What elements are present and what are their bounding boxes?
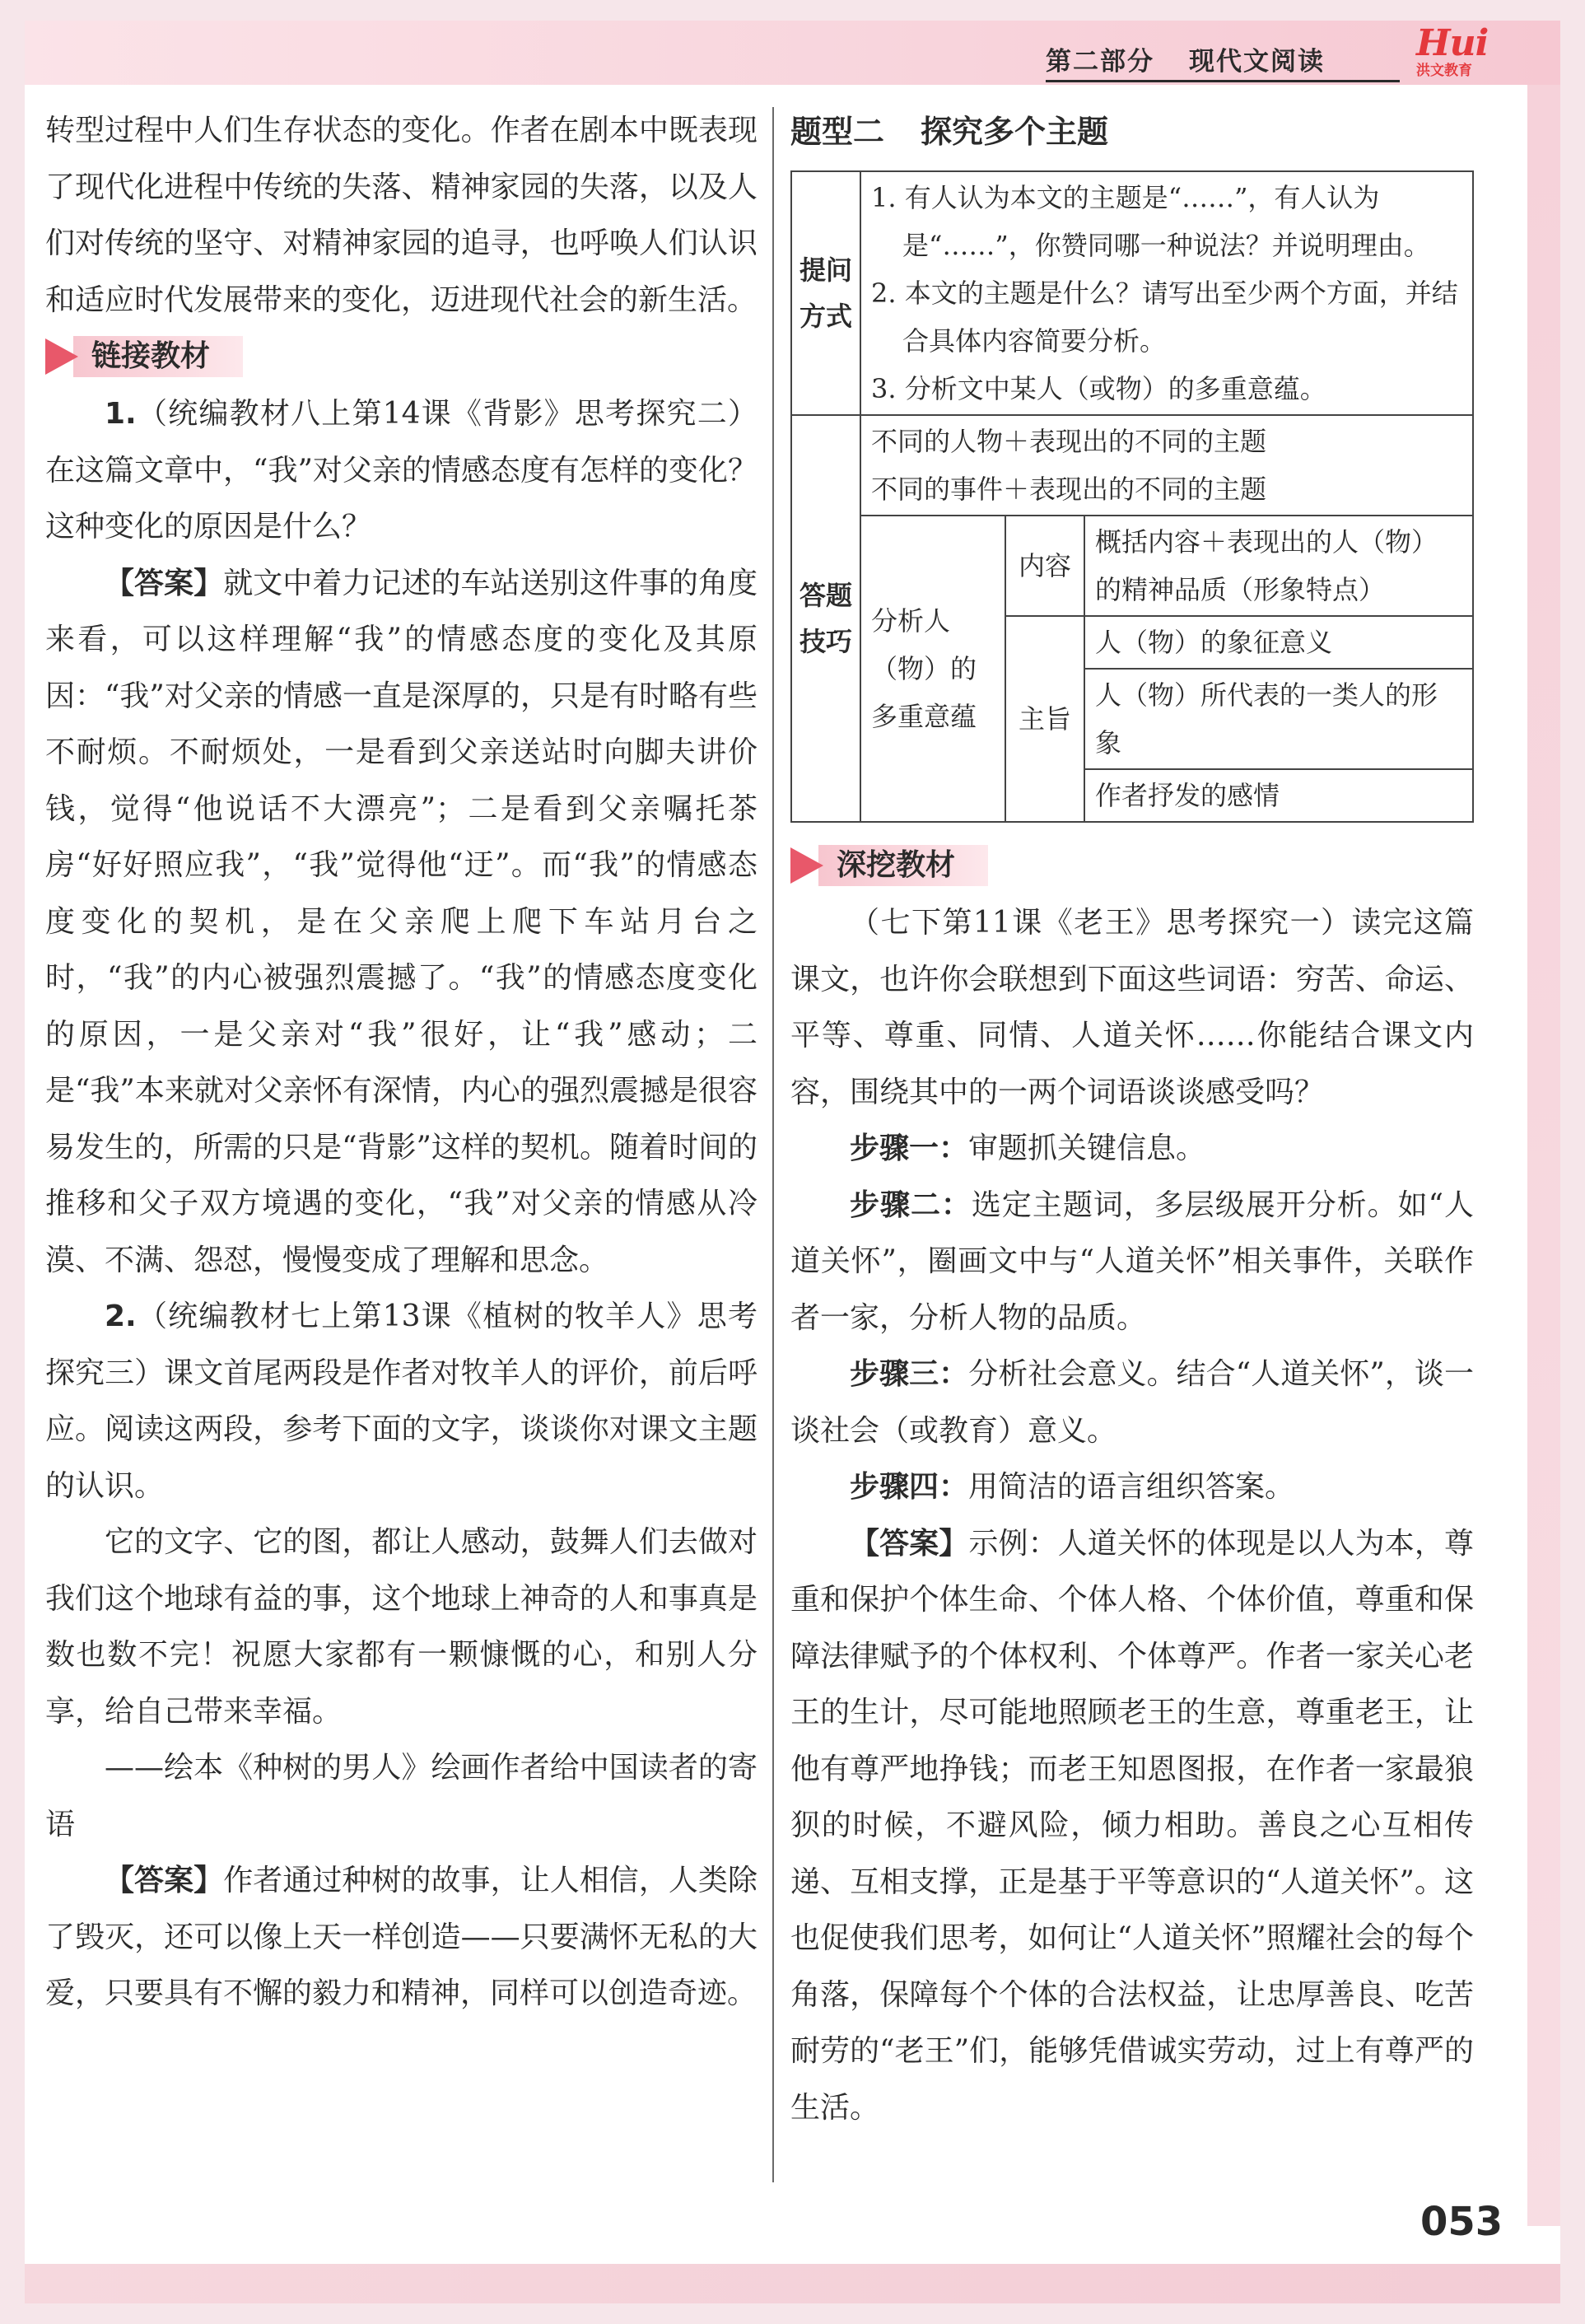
answer-text: 示例：人道关怀的体现是以人为本，尊重和保护个体生命、个体人格、个体价值，尊重和保障法律赋予的个体权利、个体尊严。作者一家关心老王的生计，尽可能地照顾老王的生意，尊重老王，让他有尊严地挣钱；而老王知恩图报，在作者一家最狼狈的时候，不避风险，倾力相助。善良之心互相传递、互相支撑，正是基于平等意识的“人道关怀”。这也促使我们思考，如何让“人道关怀”照耀社会的每个角落，保障每个个体的合法权益，让忠厚善良、吃苦耐劳的“老王”们，能够凭借诚实劳动，过上有尊严的生活。 [790, 1526, 1474, 2125]
tips-table [790, 170, 1474, 823]
question-1 [45, 386, 758, 556]
type-name: 探究多个主题 [921, 114, 1109, 150]
step-2 [790, 1178, 1474, 1347]
question-text: （统编教材七上第13课《植树的牧羊人》思考探究三）课文首尾两段是作者对牧羊人的评价，前后呼应。阅读这两段，参考下面的文字，谈谈你对课文主题的认识。 [45, 1300, 758, 1503]
answer-label: 【答案】 [850, 1526, 969, 1561]
section-banner-link [45, 334, 758, 380]
theme-symbolic: 人（物）的象征意义 [1084, 616, 1473, 669]
step-label: 步骤一： [850, 1132, 969, 1165]
answer-2 [45, 1853, 758, 2023]
step-label: 步骤二： [850, 1188, 972, 1222]
content-label: 内容 [1005, 516, 1084, 616]
deep-answer [790, 1516, 1474, 2137]
banner-label: 链接教材 [73, 336, 243, 377]
question-number: 2. [105, 1300, 137, 1333]
running-header [1046, 39, 1325, 78]
content-text: 概括内容＋表现出的人（物）的精神品质（形象特点） [1084, 516, 1473, 616]
publisher-logo [1416, 22, 1495, 83]
ask-question-3: 3. 分析文中某人（或物）的多重意蕴。 [871, 373, 1326, 404]
question-number: 1. [105, 397, 137, 431]
answer-label: 【答案】 [105, 566, 224, 600]
answer-label: 【答案】 [105, 1864, 224, 1897]
question-type-title [790, 103, 1474, 161]
section-banner-deep [790, 842, 1474, 889]
tip-events: 不同的事件＋表现出的不同的主题 [871, 474, 1267, 505]
side-band [1527, 85, 1560, 2226]
answer-1 [45, 556, 758, 1290]
answer-text: 作者通过种树的故事，让人相信，人类除了毁灭，还可以像上天一样创造——只要满怀无私的大爱，只要具有不懈的毅力和精神，同样可以创造奇迹。 [45, 1864, 758, 2010]
step-3 [790, 1346, 1474, 1459]
intro-paragraph: 转型过程中人们生存状态的变化。作者在剧本中既表现了现代化进程中传统的失落、精神家园的失落，以及人们对传统的坚守、对精神家园的追寻，也呼唤人们认识和适应时代发展带来的变化，迈进现代社会的新生活。 [45, 114, 758, 317]
tip-row-1 [860, 415, 1473, 516]
step-text: 审题抓关键信息。 [968, 1132, 1206, 1165]
logo-text: 洪文教育 [1416, 63, 1472, 79]
footer-band [25, 2264, 1560, 2303]
question-2 [45, 1289, 758, 1514]
column-divider [772, 107, 774, 2182]
tips-label: 答题技巧 [791, 415, 860, 822]
answer-text: 就文中着力记述的车站送别这件事的角度来看，可以这样理解“我”的情感态度的变化及其原因：“我”对父亲的情感一直是深厚的，只是有时略有些不耐烦。不耐烦处，一是看到父亲送站时向脚夫讲价钱，觉得“他说话不大漂亮”；二是看到父亲嘱托茶房“好好照应我”，“我”觉得他“迂”。而“我”的情感态度变化的契机，是在父亲爬上爬下车站月台之时，“我”的内心被强烈震撼了。“我”的情感态度变化的原因，一是父亲对“我”很好，让“我”感动；二是“我”本来就对父亲怀有深情，内心的强烈震撼是很容易发生的，所需的只是“背影”这样的契机。随着时间的推移和父子双方境遇的变化，“我”对父亲的情感从冷漠、不满、怨怼，慢慢变成了理解和思念。 [45, 566, 758, 1277]
theme-type: 人（物）所代表的一类人的形象 [1084, 669, 1473, 769]
banner-arrow-icon [790, 847, 823, 884]
table-row [791, 171, 1473, 415]
analyze-label: 分析人（物）的多重意蕴 [860, 516, 1005, 822]
quote-source: ——绘本《种树的男人》绘画作者给中国读者的寄语 [45, 1751, 758, 1841]
header-rule [1046, 80, 1400, 82]
step-text: 用简洁的语言组织答案。 [968, 1470, 1295, 1504]
question-text: （统编教材八上第14课《背影》思考探究二）在这篇文章中，“我”对父亲的情感态度有怎样的变化？这种变化的原因是什么？ [45, 397, 758, 544]
logo-mark: Hui [1416, 22, 1489, 64]
theme-emotion: 作者抒发的感情 [1084, 769, 1473, 822]
page-number: 053 [1420, 2199, 1503, 2245]
step-4 [790, 1459, 1474, 1516]
right-column [790, 103, 1474, 2136]
ask-label: 提问方式 [791, 171, 860, 415]
step-label: 步骤三： [850, 1357, 969, 1391]
left-column [45, 103, 758, 2023]
ask-question-2: 2. 本文的主题是什么？请写出至少两个方面，并结合具体内容简要分析。 [871, 278, 1458, 357]
step-text: 选定主题词，多层级展开分析。如“人道关怀”，圈画文中与“人道关怀”相关事件，关联作者一家，分析人物的品质。 [790, 1188, 1474, 1335]
ask-questions [860, 171, 1473, 415]
step-1 [790, 1121, 1474, 1178]
header-band [25, 21, 1560, 85]
table-row [791, 415, 1473, 516]
type-label: 题型二 [790, 114, 885, 150]
step-label: 步骤四： [850, 1470, 969, 1504]
step-text: 分析社会意义。结合“人道关怀”，谈一谈社会（或教育）意义。 [790, 1357, 1474, 1448]
ask-question-1: 1. 有人认为本文的主题是“……”，有人认为是“……”，你赞同哪一种说法？并说明理由。 [871, 182, 1430, 261]
banner-label: 深挖教材 [818, 845, 988, 886]
theme-label: 主旨 [1005, 616, 1084, 822]
quote-paragraph: 它的文字、它的图，都让人感动，鼓舞人们去做对我们这个地球有益的事，这个地球上神奇的人和事真是数也数不完！祝愿大家都有一颗慷慨的心，和别人分享，给自己带来幸福。 [45, 1525, 758, 1729]
table-row [791, 516, 1473, 616]
header-part: 第二部分 [1046, 46, 1154, 77]
banner-arrow-icon [45, 338, 78, 375]
header-section: 现代文阅读 [1189, 46, 1325, 77]
tip-persons: 不同的人物＋表现出的不同的主题 [871, 426, 1267, 457]
deep-question: （七下第11课《老王》思考探究一）读完这篇课文，也许你会联想到下面这些词语：穷苦、命运、平等、尊重、同情、人道关怀……你能结合课文内容，围绕其中的一两个词语谈谈感受吗？ [790, 906, 1474, 1109]
